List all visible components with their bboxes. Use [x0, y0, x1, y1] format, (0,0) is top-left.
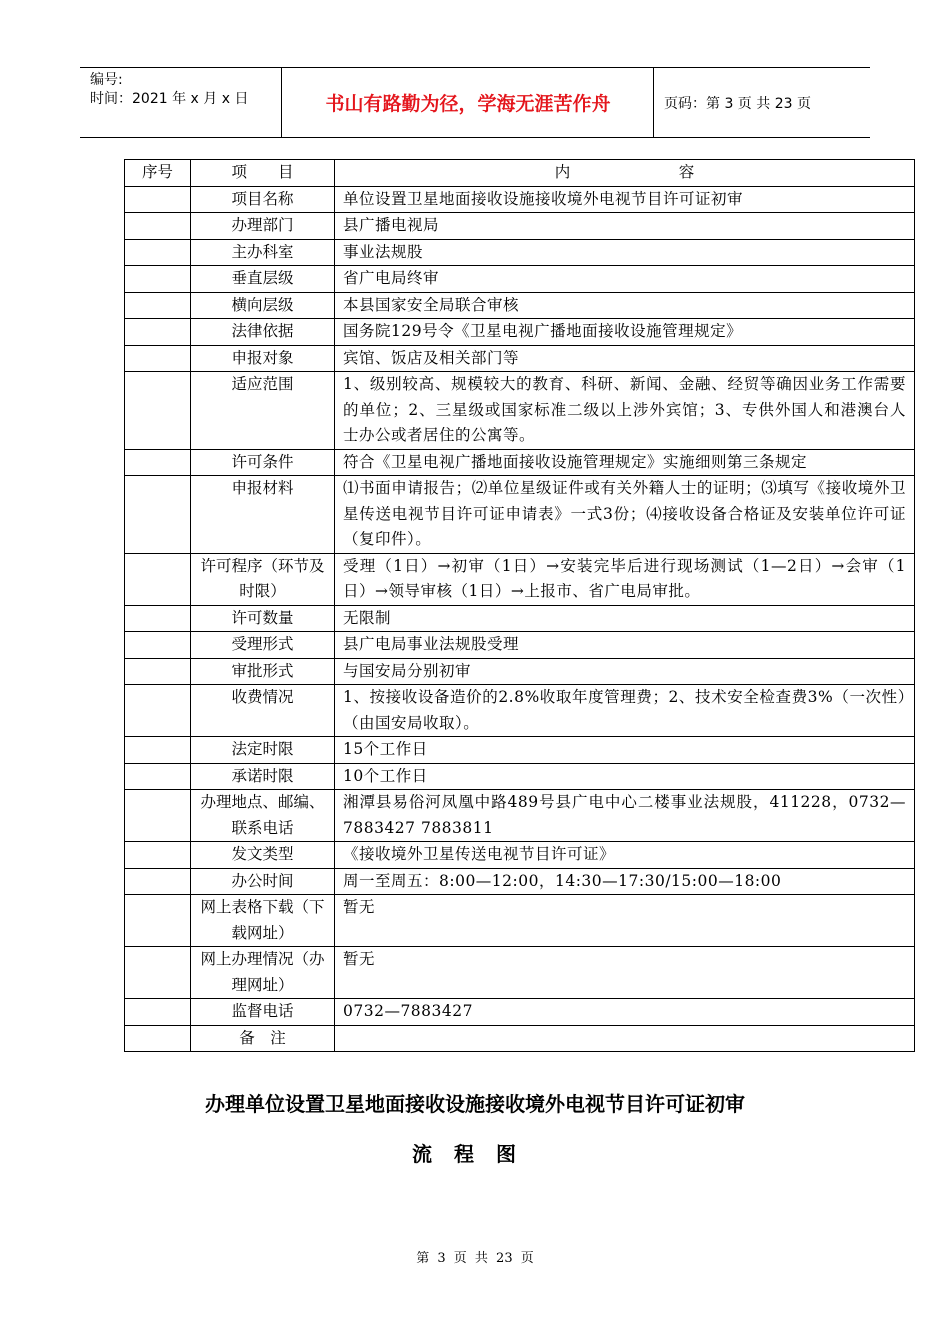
- row-index-cell: [125, 605, 191, 632]
- row-content: 县广电局事业法规股受理: [335, 632, 915, 659]
- col-header-content: 内 容: [335, 160, 915, 187]
- table-row: [125, 658, 915, 685]
- row-index-cell: [125, 476, 191, 554]
- row-content: 1、级别较高、规模较大的教育、科研、新闻、金融、经贸等确因业务工作需要的单位；2、三星级或国家标准二级以上涉外宾馆；3、专供外国人和港澳台人士办公或者居住的公寓等。: [335, 372, 915, 450]
- row-content: 事业法规股: [335, 239, 915, 266]
- row-label: 法定时限: [191, 737, 335, 764]
- row-content: 本县国家安全局联合审核: [335, 292, 915, 319]
- flow-subtitle: 流程图: [412, 1142, 538, 1166]
- table-row: [125, 319, 915, 346]
- row-content: [335, 1025, 915, 1052]
- row-label: 办理部门: [191, 213, 335, 240]
- row-index-cell: [125, 632, 191, 659]
- row-content: 湘潭县易俗河凤凰中路489号县广电中心二楼事业法规股，411228，0732—7883427 7883811: [335, 790, 915, 842]
- row-index-cell: [125, 763, 191, 790]
- table-row: [125, 605, 915, 632]
- table-row: [125, 842, 915, 869]
- row-content: 《接收境外卫星传送电视节目许可证》: [335, 842, 915, 869]
- row-index-cell: [125, 213, 191, 240]
- header-motto: 书山有路勤为径，学海无涯苦作舟: [283, 68, 654, 137]
- row-content: 暂无: [335, 947, 915, 999]
- table-row: [125, 895, 915, 947]
- flow-title: 办理单位设置卫星地面接收设施接收境外电视节目许可证初审: [205, 1092, 745, 1116]
- table-row: [125, 186, 915, 213]
- row-label: 办公时间: [191, 868, 335, 895]
- row-index-cell: [125, 685, 191, 737]
- row-index-cell: [125, 553, 191, 605]
- table-row: [125, 292, 915, 319]
- row-content: 与国安局分别初审: [335, 658, 915, 685]
- row-label: 垂直层级: [191, 266, 335, 293]
- row-index-cell: [125, 292, 191, 319]
- row-index-cell: [125, 239, 191, 266]
- table-row: [125, 449, 915, 476]
- row-content: ⑴书面申请报告；⑵单位星级证件或有关外籍人士的证明；⑶填写《接收境外卫星传送电视节目许可证申请表》一式3份；⑷接收设备合格证及安装单位许可证（复印件）。: [335, 476, 915, 554]
- row-label: 适应范围: [191, 372, 335, 450]
- row-index-cell: [125, 895, 191, 947]
- table-row: [125, 266, 915, 293]
- row-label: 许可数量: [191, 605, 335, 632]
- info-table: [124, 159, 915, 1052]
- table-row: [125, 345, 915, 372]
- table-header-row: [125, 160, 915, 187]
- table-row: [125, 476, 915, 554]
- row-content: 10个工作日: [335, 763, 915, 790]
- row-content: 符合《卫星电视广播地面接收设施管理规定》实施细则第三条规定: [335, 449, 915, 476]
- row-index-cell: [125, 658, 191, 685]
- header-page-info: 页码：第 3 页 共 23 页: [664, 95, 811, 112]
- row-label: 许可程序（环节及时限）: [191, 553, 335, 605]
- row-index-cell: [125, 1025, 191, 1052]
- row-content: 国务院129号令《卫星电视广播地面接收设施管理规定》: [335, 319, 915, 346]
- row-label: 网上表格下载（下载网址）: [191, 895, 335, 947]
- row-content: 无限制: [335, 605, 915, 632]
- row-index-cell: [125, 790, 191, 842]
- page-header: [80, 67, 870, 138]
- row-label: 申报对象: [191, 345, 335, 372]
- row-index-cell: [125, 737, 191, 764]
- row-label: 项目名称: [191, 186, 335, 213]
- row-label: 承诺时限: [191, 763, 335, 790]
- row-label: 受理形式: [191, 632, 335, 659]
- number-label: 编号:: [90, 72, 123, 88]
- row-label: 许可条件: [191, 449, 335, 476]
- row-index-cell: [125, 266, 191, 293]
- col-header-item: 项 目: [191, 160, 335, 187]
- row-content: 单位设置卫星地面接收设施接收境外电视节目许可证初审: [335, 186, 915, 213]
- row-label: 法律依据: [191, 319, 335, 346]
- row-index-cell: [125, 842, 191, 869]
- table-row: [125, 632, 915, 659]
- table-row: [125, 790, 915, 842]
- table-row: [125, 868, 915, 895]
- header-meta: [80, 68, 282, 137]
- row-index-cell: [125, 947, 191, 999]
- row-label: 申报材料: [191, 476, 335, 554]
- table-row: [125, 372, 915, 450]
- row-index-cell: [125, 868, 191, 895]
- row-label: 横向层级: [191, 292, 335, 319]
- table-row: [125, 763, 915, 790]
- row-index-cell: [125, 999, 191, 1026]
- table-row: [125, 213, 915, 240]
- table-row: [125, 737, 915, 764]
- row-content: 1、按接收设备造价的2.8%收取年度管理费；2、技术安全检查费3%（一次性）（由国安局收取）。: [335, 685, 915, 737]
- row-index-cell: [125, 345, 191, 372]
- table-row: [125, 1025, 915, 1052]
- table-row: [125, 685, 915, 737]
- row-content: 暂无: [335, 895, 915, 947]
- table-row: [125, 239, 915, 266]
- row-index-cell: [125, 186, 191, 213]
- row-index-cell: [125, 372, 191, 450]
- row-content: 受理（1日）→初审（1日）→安装完毕后进行现场测试（1—2日）→会审（1日）→领导审核（1日）→上报市、省广电局审批。: [335, 553, 915, 605]
- row-content: 宾馆、饭店及相关部门等: [335, 345, 915, 372]
- row-label: 审批形式: [191, 658, 335, 685]
- row-label: 主办科室: [191, 239, 335, 266]
- table-row: [125, 947, 915, 999]
- row-content: 周一至周五：8:00—12:00，14:30—17:30/15:00—18:00: [335, 868, 915, 895]
- row-content: 省广电局终审: [335, 266, 915, 293]
- row-label: 收费情况: [191, 685, 335, 737]
- row-label: 监督电话: [191, 999, 335, 1026]
- row-label: 办理地点、邮编、联系电话: [191, 790, 335, 842]
- row-content: 15个工作日: [335, 737, 915, 764]
- row-index-cell: [125, 449, 191, 476]
- row-index-cell: [125, 319, 191, 346]
- table-row: [125, 999, 915, 1026]
- row-label: 备 注: [191, 1025, 335, 1052]
- table-row: [125, 553, 915, 605]
- row-label: 网上办理情况（办理网址）: [191, 947, 335, 999]
- time-label: 时间：2021 年 x 月 x 日: [90, 91, 249, 107]
- col-header-index: 序号: [125, 160, 191, 187]
- page-footer: 第 3 页 共 23 页: [416, 1251, 534, 1266]
- row-label: 发文类型: [191, 842, 335, 869]
- row-content: 0732—7883427: [335, 999, 915, 1026]
- row-content: 县广播电视局: [335, 213, 915, 240]
